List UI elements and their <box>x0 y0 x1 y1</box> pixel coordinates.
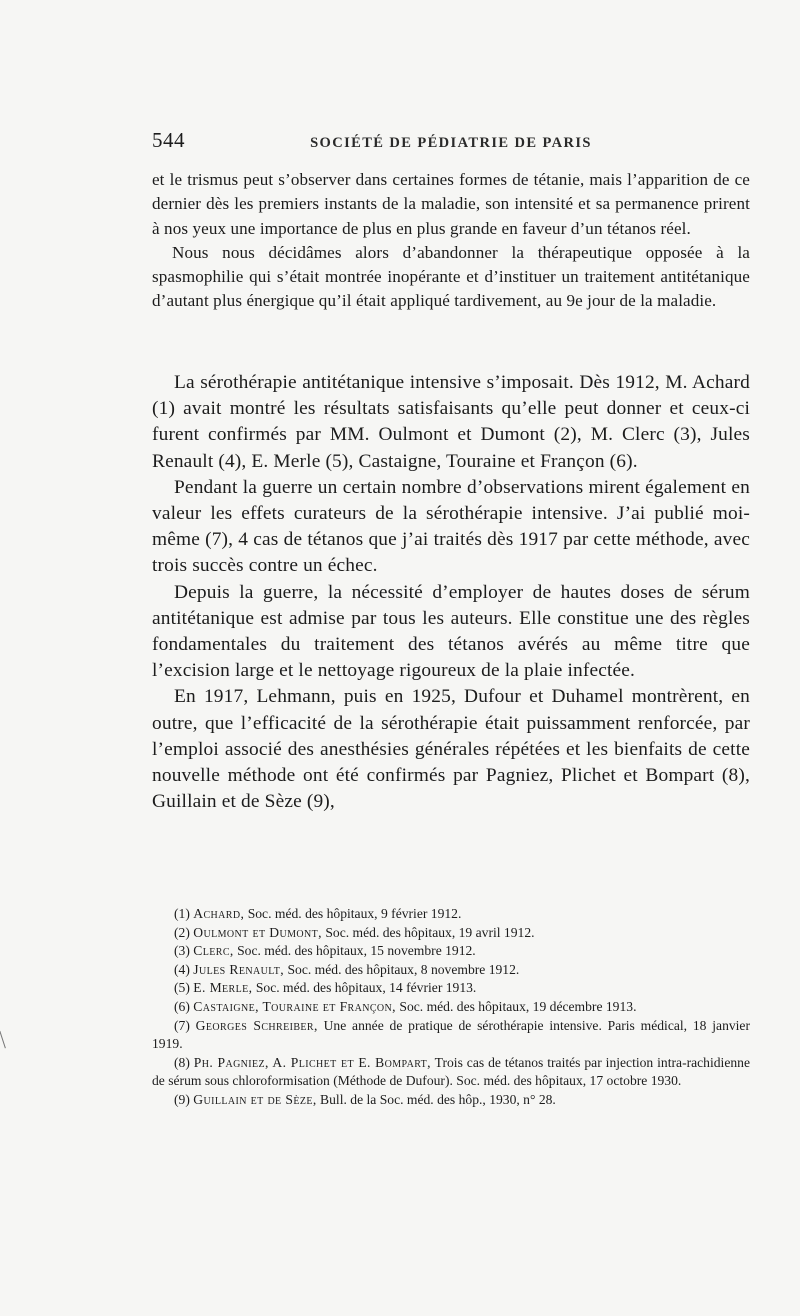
footnote-author: Jules Renault, <box>193 961 285 977</box>
footnote-author: E. Merle, <box>193 980 253 996</box>
footnote-author: Georges Schreiber, <box>195 1017 318 1033</box>
page-header <box>152 128 750 158</box>
footnote-number: (5) <box>174 980 190 996</box>
footnote-text: Soc. méd. des hôpitaux, 19 décembre 1913. <box>395 998 637 1014</box>
footnotes <box>152 905 750 1110</box>
footnote <box>152 1054 750 1091</box>
footnote-text: Trois cas de tétanos traités par injection intra-rachidienne de sérum sous chloroformisation (Méthode de Dufour). Soc. méd. des hôpitaux, 17 octobre 1930. <box>152 1054 750 1089</box>
footnote-number: (9) <box>174 1091 190 1107</box>
running-head: SOCIÉTÉ DE PÉDIATRIE DE PARIS <box>310 135 592 151</box>
footnote-author: Oulmont et Dumont, <box>193 924 322 940</box>
footnote-author: Guillain et de Sèze, <box>193 1091 317 1107</box>
intro-paragraph: et le trismus peut s’observer dans certaines formes de tétanie, mais l’apparition de ce dernier dès les premiers instants de la maladie, son intensité et sa permanence prirent à nos yeux une importance de plus en plus grande en faveur d’un tétanos réel. <box>152 170 750 238</box>
footnote-number: (3) <box>174 943 190 959</box>
footnote-number: (4) <box>174 961 190 977</box>
footnote <box>152 924 750 943</box>
body-paragraph: La sérothérapie antitétanique intensive s’imposait. Dès 1912, M. Achard (1) avait montré les résultats satisfaisants qu’elle peut donner et ceux-ci furent confirmés par MM. Oulmont et Dumont (2), M. Clerc (3), Jules Renault (4), E. Merle (5), Castaigne, Touraine et Françon (6). <box>152 372 750 472</box>
footnote-number: (8) <box>174 1054 190 1070</box>
footnote <box>152 905 750 924</box>
footnote <box>152 961 750 980</box>
footnote <box>152 1091 750 1110</box>
footnote-text: Soc. méd. des hôpitaux, 8 novembre 1912. <box>284 961 520 977</box>
body-paragraph: Pendant la guerre un certain nombre d’observations mirent également en valeur les effets curateurs de la sérothérapie intensive. J’ai publié moi-même (7), 4 cas de tétanos que j’ai traités dès 1917 par cette méthode, avec trois succès contre un échec. <box>152 476 750 577</box>
footnote-author: Castaigne, Touraine et Françon, <box>193 998 396 1014</box>
body-paragraph: En 1917, Lehmann, puis en 1925, Dufour et Duhamel montrèrent, en outre, que l’efficacité de la sérothérapie était puissamment renforcée, par l’emploi associé des anesthésies générales répétées et les bienfaits de cette nouvelle méthode ont été confirmés par Pagniez, Plichet et Bompart (8), Guillain et de Sèze (9), <box>152 686 750 813</box>
intro-paragraph: Nous nous décidâmes alors d’abandonner la thérapeutique opposée à la spasmophilie qui s’était montrée inopérante et d’instituer un traitement antitétanique d’autant plus énergique qu’il était appliqué tardivement, au 9e jour de la maladie. <box>152 242 750 311</box>
intro-text <box>152 168 750 314</box>
page-number: 544 <box>152 128 185 152</box>
footnote <box>152 998 750 1017</box>
footnote-author: Ph. Pagniez, A. Plichet et E. Bompart, <box>193 1054 431 1070</box>
body-paragraph: Depuis la guerre, la nécessité d’employer de hautes doses de sérum antitétanique est admise par tous les auteurs. Elle constitue une des règles fondamentales du traitement des tétanos avérés au même titre que l’excision large et le nettoyage rigoureux de la plaie infectée. <box>152 581 750 682</box>
footnote-text: Soc. méd. des hôpitaux, 9 février 1912. <box>244 906 462 921</box>
footnote-text: Une année de pratique de sérothérapie intensive. Paris médical, 18 janvier 1919. <box>152 1017 750 1052</box>
footnote-author: Clerc, <box>193 943 234 959</box>
body-text <box>152 370 750 815</box>
margin-scan-mark <box>0 1030 10 1049</box>
footnote-text: Bull. de la Soc. méd. des hôp., 1930, n° 28. <box>316 1091 556 1107</box>
footnote-number: (7) <box>174 1017 190 1033</box>
footnote <box>152 1017 750 1054</box>
footnote-author: Achard, <box>193 906 245 921</box>
footnote-number: (2) <box>174 924 190 940</box>
footnote-number: (6) <box>174 998 190 1014</box>
footnote <box>152 942 750 961</box>
footnote-text: Soc. méd. des hôpitaux, 14 février 1913. <box>252 980 477 996</box>
footnote-number: (1) <box>174 906 190 921</box>
footnote-text: Soc. méd. des hôpitaux, 15 novembre 1912. <box>233 943 476 959</box>
footnote <box>152 979 750 998</box>
footnote-text: Soc. méd. des hôpitaux, 19 avril 1912. <box>321 924 535 940</box>
